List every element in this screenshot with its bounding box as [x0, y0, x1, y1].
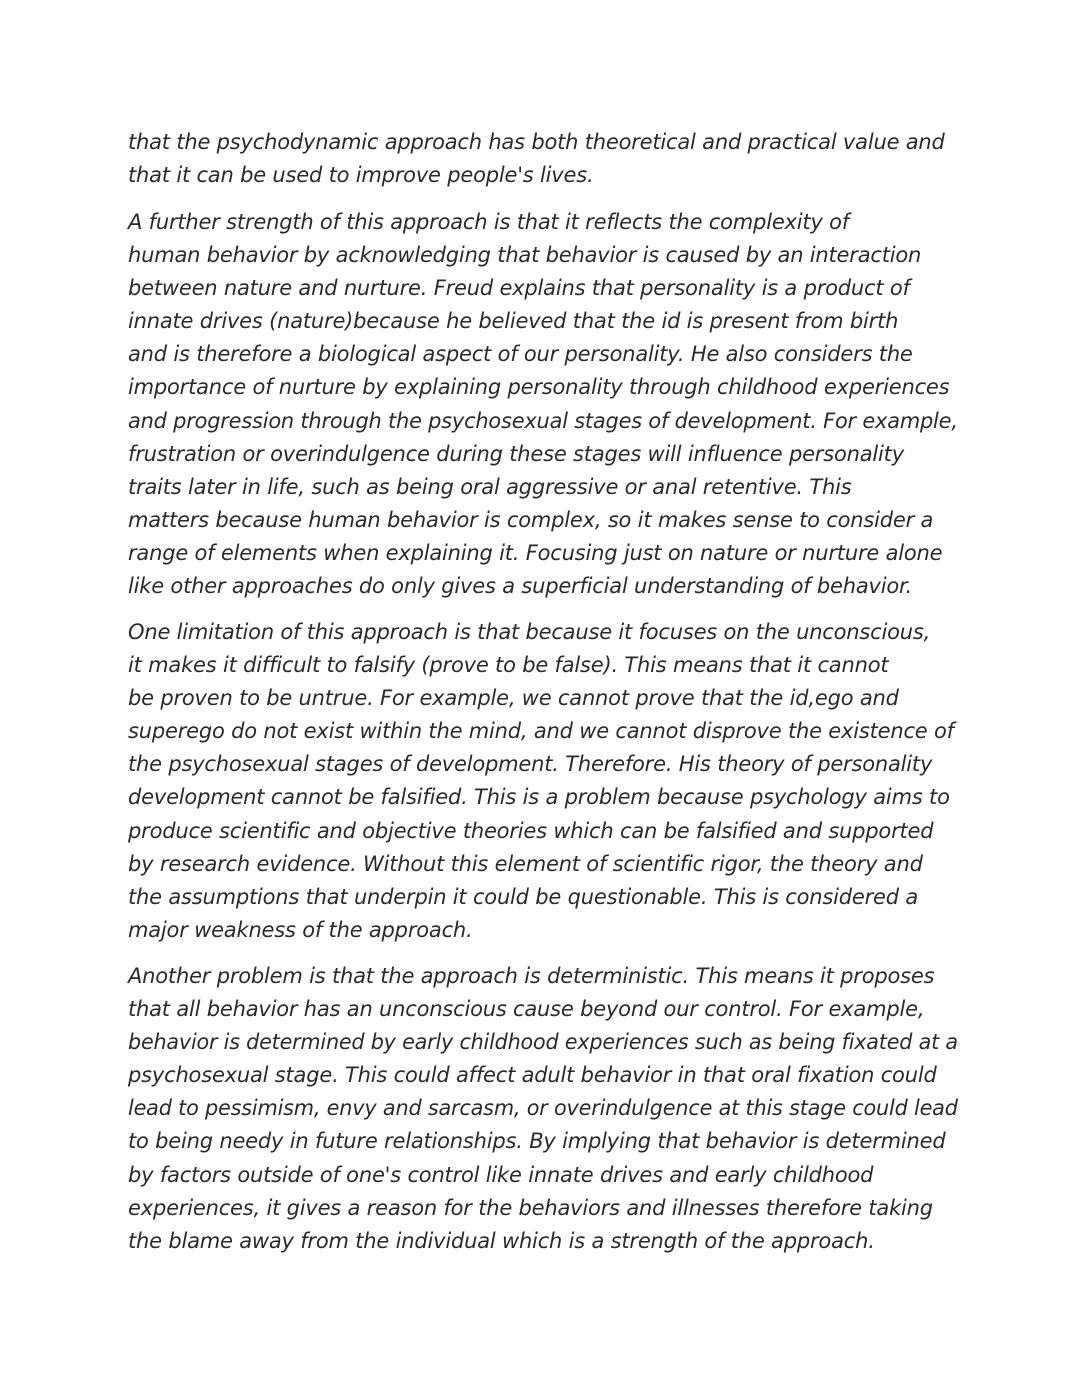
text-line: it makes it difficult to falsify (prove to be false). This means that it cannot	[128, 653, 889, 678]
text-line: human behavior by acknowledging that behavior is caused by an interaction	[128, 243, 922, 268]
paragraph-strength-complexity	[128, 206, 958, 603]
text-line: and is therefore a biological aspect of our personality. He also considers the	[128, 342, 913, 367]
text-line: A further strength of this approach is that it reflects the complexity of	[128, 210, 849, 234]
text-line: range of elements when explaining it. Focusing just on nature or nurture alone	[128, 540, 943, 565]
text-line: produce scientific and objective theories which can be falsified and supported	[128, 818, 934, 843]
text-line: the blame away from the individual which is a strength of the approach.	[128, 1228, 875, 1253]
text-line: to being needy in future relationships. By implying that behavior is determined	[128, 1129, 946, 1154]
text-line: that all behavior has an unconscious cause beyond our control. For example,	[128, 997, 925, 1022]
text-line: that it can be used to improve people's lives.	[128, 163, 594, 188]
text-line: experiences, it gives a reason for the behaviors and illnesses therefore taking	[128, 1195, 933, 1220]
text-line: be proven to be untrue. For example, we cannot prove that the id,ego and	[128, 686, 899, 711]
text-line: importance of nurture by explaining personality through childhood experiences	[128, 375, 950, 400]
text-line: like other approaches do only gives a superficial understanding of behavior.	[128, 574, 913, 599]
text-line: matters because human behavior is complex, so it makes sense to consider a	[128, 507, 934, 532]
text-line: frustration or overindulgence during these stages will influence personality	[128, 441, 904, 466]
text-line: superego do not exist within the mind, and we cannot disprove the existence of	[128, 719, 954, 744]
text-line: that the psychodynamic approach has both theoretical and practical value and	[128, 130, 945, 154]
text-line: traits later in life, such as being oral aggressive or anal retentive. This	[128, 474, 852, 499]
paragraph-deterministic	[128, 960, 958, 1258]
paragraph-limitation-falsify	[128, 616, 958, 947]
text-line: One limitation of this approach is that because it focuses on the unconscious,	[128, 620, 931, 644]
text-line: Another problem is that the approach is deterministic. This means it proposes	[128, 964, 935, 988]
paragraph-practical-value	[128, 126, 958, 192]
text-line: the assumptions that underpin it could be questionable. This is considered a	[128, 884, 919, 909]
text-line: behavior is determined by early childhood experiences such as being fixated at a	[128, 1030, 958, 1055]
text-line: between nature and nurture. Freud explains that personality is a product of	[128, 276, 910, 301]
text-line: lead to pessimism, envy and sarcasm, or overindulgence at this stage could lead	[128, 1096, 958, 1121]
text-line: by factors outside of one's control like innate drives and early childhood	[128, 1162, 874, 1187]
text-line: the psychosexual stages of development. Therefore. His theory of personality	[128, 752, 933, 777]
text-line: development cannot be falsified. This is a problem because psychology aims to	[128, 785, 950, 810]
text-line: major weakness of the approach.	[128, 917, 473, 942]
text-line: and progression through the psychosexual stages of development. For example,	[128, 408, 958, 433]
text-line: psychosexual stage. This could affect adult behavior in that oral fixation could	[128, 1063, 937, 1088]
text-line: by research evidence. Without this element of scientific rigor, the theory and	[128, 851, 923, 876]
text-line: innate drives (nature)because he believed that the id is present from birth	[128, 309, 899, 334]
